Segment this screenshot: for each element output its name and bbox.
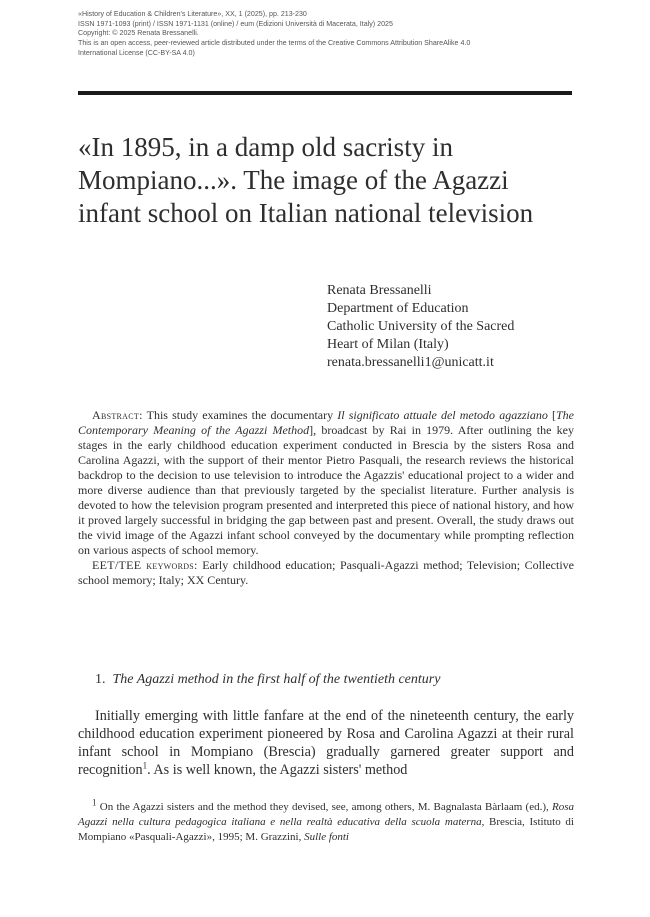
- issn-line: ISSN 1971-1093 (print) / ISSN 1971-1131 (online) / eum (Edizioni Università di Macerata, Italy) 2025: [78, 19, 393, 28]
- article-title: «In 1895, in a damp old sacristy in Mompiano...». The image of the Agazzi infant school on Italian national television: [78, 132, 534, 228]
- body-paragraph-text: . As is well known, the Agazzi sisters' method: [147, 762, 408, 778]
- author-affiliation-continued: Heart of Milan (Italy): [327, 337, 449, 352]
- body-text: [78, 707, 574, 779]
- license-line: This is an open access, peer-reviewed article distributed under the terms of the Creative Commons Attribution ShareAlike 4.0: [78, 39, 471, 48]
- copyright-line: Copyright: © 2025 Renata Bressanelli.: [78, 29, 199, 38]
- body-paragraph: [78, 707, 574, 779]
- article-metadata: [78, 10, 598, 59]
- abstract-text: ], broadcast by Rai in 1979. After outlining the key stages in the early childhood education experiment conducted in Brescia by the sisters Rosa and Carolina Agazzi, with the support of their mentor Pietro Pasquali, the research reviews the historical backdrop to the decision to use television to introduce the Agazzis' educational project to a wider and more diverse audience than that previously targeted by the specialist literature. Further analysis is devoted to how the television program presented and interpreted this piece of national history, and how it proved largely successful in bridging the gap between past and present. Overall, the study draws out the vivid image of the Agazzi infant school conveyed by the documentary while prompting reflection on various aspects of school memory.: [78, 423, 575, 557]
- footnote-reference[interactable]: 1: [142, 760, 148, 771]
- keywords-list: Early childhood education; Pasquali-Agazzi method; Television; Collective school memory; Italy; XX Century.: [78, 558, 574, 587]
- keywords-label: EET/TEE keywords:: [92, 558, 198, 572]
- author-email[interactable]: renata.bressanelli1@unicatt.it: [327, 355, 494, 370]
- cited-work-title: Rosa Agazzi nella cultura pedagogica italiana e nella realtà educativa della scuola materna: [78, 801, 574, 828]
- footnote-paragraph: [78, 797, 574, 845]
- footnote-number: 1: [92, 797, 97, 808]
- documentary-title-translation: The Contemporary Meaning of the Agazzi Method: [78, 408, 574, 437]
- license-line-continued: International License (CC-BY-SA 4.0): [78, 48, 195, 57]
- footnote-text: , Brescia, Istituto di Mompiano «Pasquali-Agazzi», 1995; M. Grazzini,: [78, 816, 574, 843]
- abstract: [78, 408, 574, 588]
- author-name: Renata Bressanelli: [327, 283, 432, 298]
- author-affiliation: Catholic University of the Sacred: [327, 319, 515, 334]
- abstract-text: [: [547, 408, 556, 422]
- header-rule: [78, 91, 572, 95]
- author-block: [327, 282, 587, 372]
- journal-citation: «History of Education & Children's Literature», XX, 1 (2025), pp. 213-230: [78, 10, 307, 18]
- documentary-title: Il significato attuale del metodo agazziano: [337, 408, 548, 422]
- abstract-text: This study examines the documentary: [142, 408, 338, 422]
- section-heading: [95, 671, 575, 689]
- footnote: [78, 797, 574, 845]
- keywords-paragraph: [78, 558, 574, 588]
- abstract-paragraph: [78, 408, 574, 558]
- section-title: The Agazzi method in the first half of the twentieth century: [112, 672, 441, 687]
- section-number: 1.: [95, 672, 106, 687]
- abstract-label: Abstract:: [92, 408, 143, 422]
- body-paragraph-text: Initially emerging with little fanfare at the end of the nineteenth century, the early childhood education experiment pioneered by Rosa and Carolina Agazzi at their rural infant school in Mompiano (Brescia) gradually garnered greater support and recognition: [78, 708, 574, 778]
- cited-work-title: Sulle fonti: [304, 831, 349, 843]
- author-department: Department of Education: [327, 301, 469, 316]
- footnote-text: On the Agazzi sisters and the method they devised, see, among others, M. Bagnalasta Bàrlaam (ed.),: [96, 801, 552, 813]
